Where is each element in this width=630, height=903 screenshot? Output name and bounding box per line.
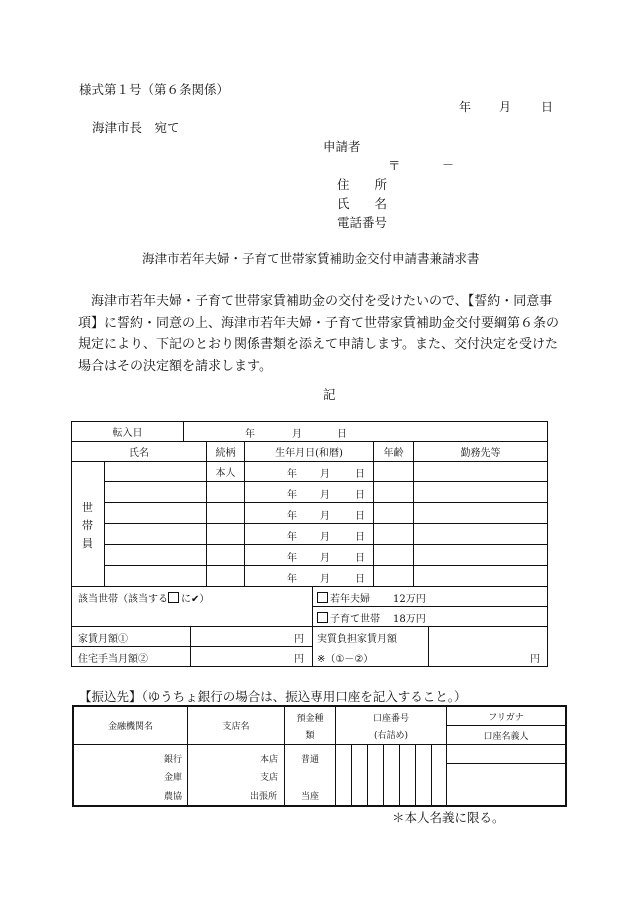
birth-day: 日 (355, 511, 365, 522)
members-label-3: 員 (82, 537, 93, 550)
birth-month: 月 (320, 469, 330, 480)
deposit-ordinary[interactable]: 普通 (301, 755, 320, 765)
option-child-rearing-amount: 18万円 (393, 614, 426, 625)
birth-year: 年 (287, 553, 297, 564)
institution-bank: 銀行 (164, 755, 183, 765)
young-couple-checkbox[interactable] (317, 592, 328, 603)
header-name: 氏名 (129, 448, 149, 459)
birth-day: 日 (355, 574, 365, 585)
applicable-label: 該当世帯（該当する に✔） (78, 594, 210, 605)
rent-label: 家賃月額① (78, 634, 128, 645)
phone-label: 電話番号 (337, 215, 388, 230)
option-young-couple-amount: 12万円 (393, 594, 426, 605)
date-year: 年 (459, 100, 472, 114)
birth-day: 日 (355, 553, 365, 564)
header-right-aligned: (右詰め) (373, 730, 409, 741)
address-label: 住 所 (337, 177, 388, 192)
postal-dash: － (442, 158, 455, 172)
ki-label: 記 (323, 387, 336, 402)
birth-day: 日 (355, 469, 365, 480)
header-deposit-type-2: 類 (305, 730, 315, 741)
members-label-1: 世 (82, 501, 93, 514)
applicant-label: 申請者 (323, 139, 361, 154)
option-young-couple[interactable]: 若年夫婦 (317, 590, 370, 605)
actual-rent-formula: ※（①－②） (317, 654, 374, 665)
move-in-year: 年 (245, 429, 255, 440)
move-in-label: 転入日 (112, 428, 143, 439)
header-birthdate: 生年月日(和暦) (275, 448, 343, 459)
addressee: 海津市長 宛て (92, 120, 180, 135)
birth-month: 月 (320, 532, 330, 543)
header-age: 年齢 (383, 448, 404, 459)
first-relation: 本人 (215, 468, 236, 479)
move-in-day: 日 (337, 429, 347, 440)
checkbox-legend-icon (168, 592, 179, 603)
institution-credit: 金庫 (164, 773, 183, 783)
branch-branch: 支店 (260, 773, 279, 783)
name-label: 氏 名 (337, 196, 388, 211)
birth-day: 日 (355, 490, 365, 501)
postal-mark: 〒 (388, 158, 401, 173)
members-label-2: 帯 (82, 519, 93, 532)
birth-month: 月 (320, 511, 330, 522)
actual-rent-yen: 円 (530, 654, 540, 665)
actual-rent-label: 実質負担家賃月額 (317, 634, 397, 645)
header-deposit-type-1: 預金種 (296, 713, 324, 724)
header-branch: 支店名 (222, 722, 250, 732)
header-account-number: 口座番号 (372, 713, 409, 724)
birth-year: 年 (287, 490, 297, 501)
birth-year: 年 (287, 511, 297, 522)
header-relation: 続柄 (215, 448, 236, 459)
form-number: 様式第１号（第６条関係） (79, 82, 230, 97)
child-rearing-checkbox[interactable] (317, 612, 328, 623)
birth-month: 月 (320, 574, 330, 585)
birth-year: 年 (287, 574, 297, 585)
option-child-rearing[interactable]: 子育て世帯 (317, 610, 380, 625)
branch-head: 本店 (260, 755, 279, 765)
housing-allowance-label: 住宅手当月額② (78, 654, 148, 665)
birth-day: 日 (355, 532, 365, 543)
header-furigana: フリガナ (488, 712, 524, 723)
institution-agri: 農協 (164, 792, 183, 802)
bank-heading: 【振込先】（ゆうちょ銀行の場合は、振込専用口座を記入すること。） (79, 689, 467, 704)
header-holder: 口座名義人 (483, 731, 529, 742)
header-institution: 金融機関名 (107, 722, 153, 732)
housing-allowance-yen: 円 (294, 654, 304, 665)
header-workplace: 勤務先等 (460, 448, 501, 459)
footnote: ＊本人名義に限る。 (392, 810, 505, 825)
birth-year: 年 (287, 532, 297, 543)
document-title: 海津市若年夫婦・子育て世帯家賃補助金交付申請書兼請求書 (142, 251, 480, 266)
branch-office: 出張所 (250, 792, 278, 802)
rent-yen: 円 (294, 634, 304, 645)
birth-month: 月 (320, 490, 330, 501)
birth-year: 年 (287, 469, 297, 480)
date-month: 月 (499, 100, 512, 114)
deposit-current[interactable]: 当座 (301, 792, 320, 802)
move-in-month: 月 (292, 429, 302, 440)
birth-month: 月 (320, 553, 330, 564)
date-day: 日 (541, 100, 554, 114)
body-text: 海津市若年夫婦・子育て世帯家賃補助金の交付を受けたいので、【誓約・同意事項】に誓約・同意の上、海津市若年夫婦・子育て世帯家賃補助金交付要綱第６条の規定により、下記のとおり関係書類を添えて申請します。また、交付決定を受けた場合はその決定額を請求します。 (78, 294, 560, 374)
